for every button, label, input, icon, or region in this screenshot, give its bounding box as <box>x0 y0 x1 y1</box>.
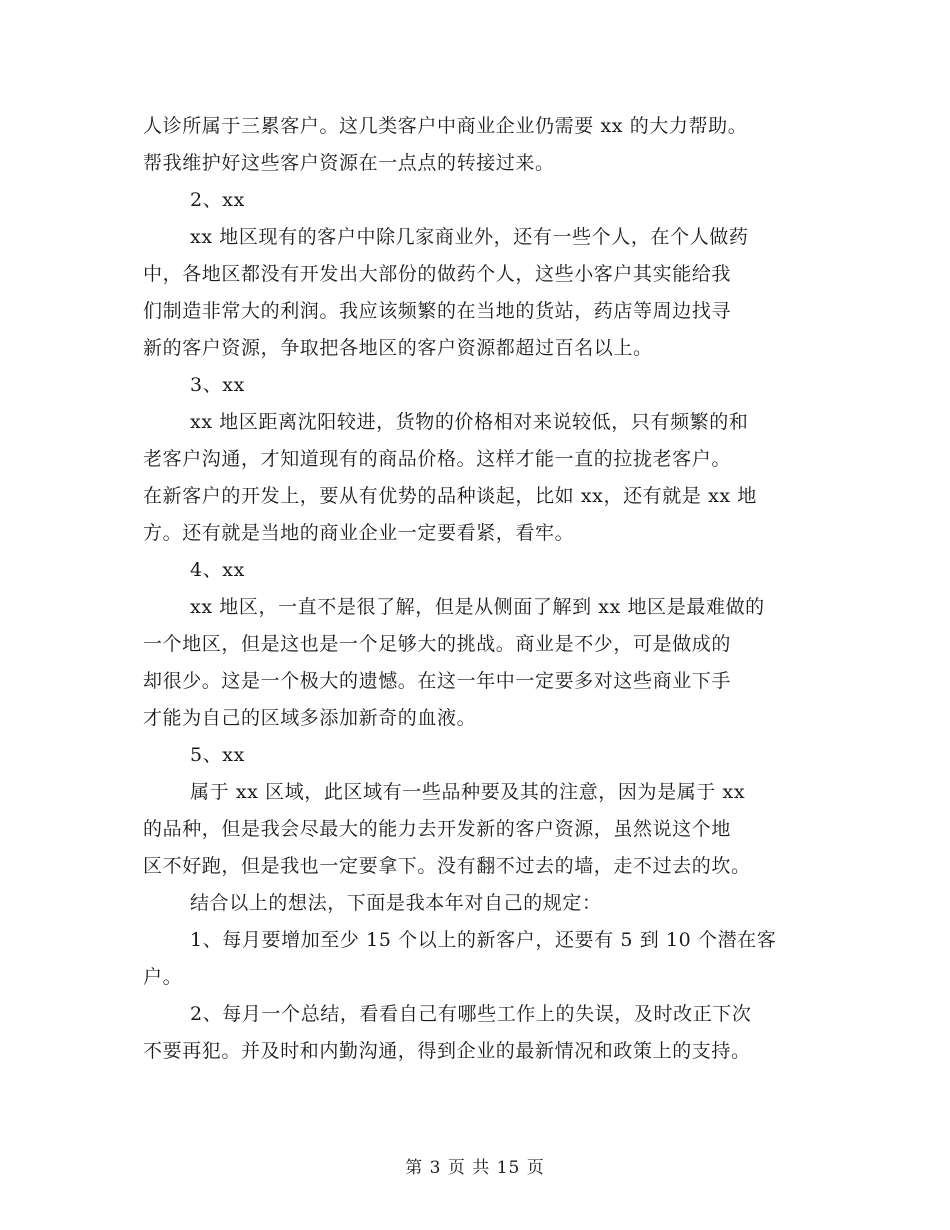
text-line: 方。还有就是当地的商业企业一定要看紧，看牢。 <box>143 522 575 544</box>
text-line: 3、xx <box>190 374 245 396</box>
text-line: 们制造非常大的利润。我应该频繁的在当地的货站，药店等周边找寻 <box>143 300 732 322</box>
page-number-footer: 第 3 页 共 15 页 <box>405 1158 545 1178</box>
text-line: 老客户沟通，才知道现有的商品价格。这样才能一直的拉拢老客户。 <box>143 448 732 470</box>
text-line: 才能为自己的区域多添加新奇的血液。 <box>143 707 477 729</box>
text-line: 结合以上的想法，下面是我本年对自己的规定： <box>190 892 602 914</box>
text-line: 5、xx <box>190 744 245 766</box>
text-line: 区不好跑，但是我也一定要拿下。没有翻不过去的墙，走不过去的坎。 <box>143 855 751 877</box>
text-line: 不要再犯。并及时和内勤沟通，得到企业的最新情况和政策上的支持。 <box>143 1040 751 1062</box>
text-line: 却很少。这是一个极大的遗憾。在这一年中一定要多对这些商业下手 <box>143 670 732 692</box>
text-line: 在新客户的开发上，要从有优势的品种谈起，比如 xx，还有就是 xx 地 <box>143 485 757 507</box>
text-line: 1、每月要增加至少 15 个以上的新客户，还要有 5 到 10 个潜在客 <box>190 929 777 951</box>
text-line: 人诊所属于三累客户。这几类客户中商业企业仍需要 xx 的大力帮助。 <box>143 115 748 137</box>
text-line: 帮我维护好这些客户资源在一点点的转接过来。 <box>143 152 555 174</box>
text-line: xx 地区现有的客户中除几家商业外，还有一些个人，在个人做药 <box>190 226 749 248</box>
text-line: 户。 <box>143 966 183 988</box>
text-line: 一个地区，但是这也是一个足够大的挑战。商业是不少，可是做成的 <box>143 633 732 655</box>
text-line: xx 地区，一直不是很了解，但是从侧面了解到 xx 地区是最难做的 <box>190 596 765 618</box>
text-line: xx 地区距离沈阳较进，货物的价格相对来说较低，只有频繁的和 <box>190 411 749 433</box>
document-body <box>143 108 823 1070</box>
text-line: 2、每月一个总结，看看自己有哪些工作上的失误，及时改正下次 <box>190 1003 752 1025</box>
text-line: 的品种，但是我会尽最大的能力去开发新的客户资源，虽然说这个地 <box>143 818 732 840</box>
text-line: 2、xx <box>190 189 245 211</box>
text-line: 中，各地区都没有开发出大部份的做药个人，这些小客户其实能给我 <box>143 263 732 285</box>
text-line: 新的客户资源，争取把各地区的客户资源都超过百名以上。 <box>143 337 653 359</box>
text-line: 4、xx <box>190 559 245 581</box>
text-line: 属于 xx 区域，此区域有一些品种要及其的注意，因为是属于 xx <box>190 781 746 803</box>
